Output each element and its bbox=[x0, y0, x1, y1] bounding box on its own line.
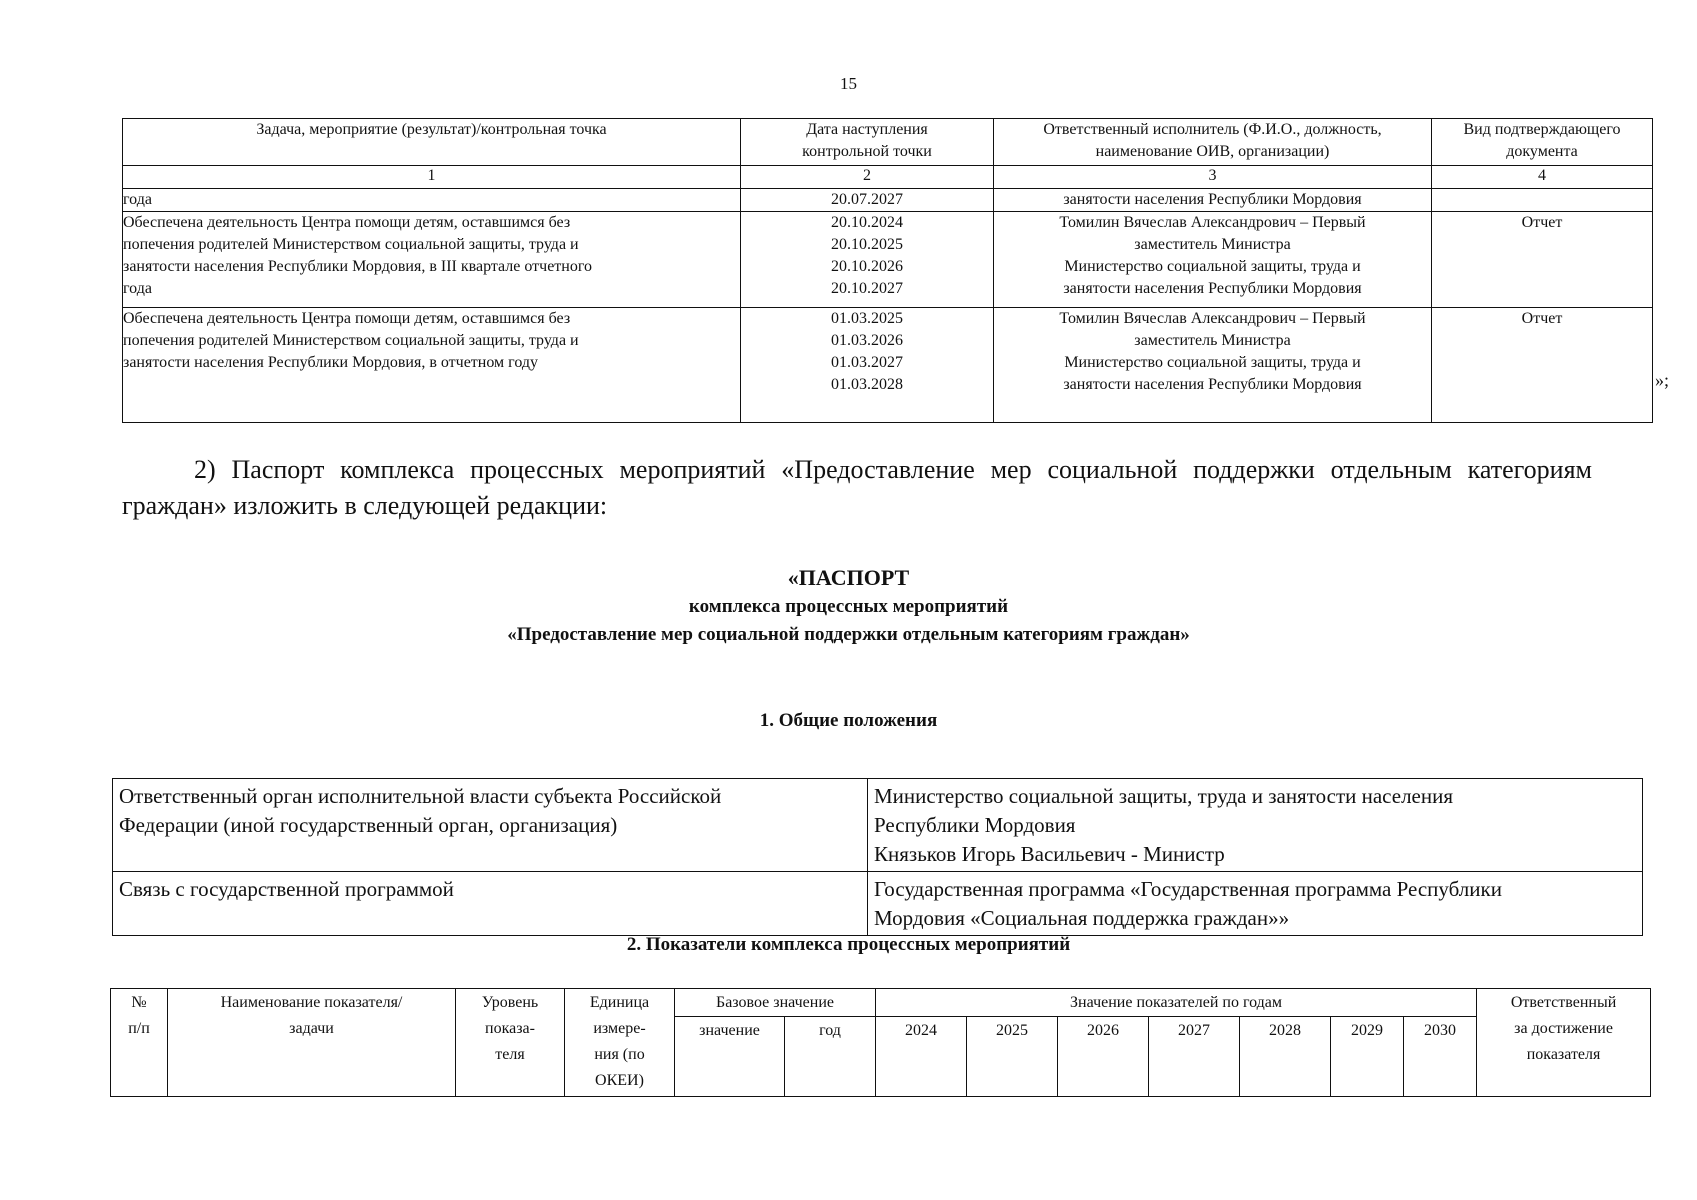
table-header-row bbox=[123, 119, 1653, 166]
table-row bbox=[123, 212, 1653, 308]
column-number-row bbox=[123, 166, 1653, 189]
section-title: 2. Показатели комплекса процессных мероприятий bbox=[626, 934, 1071, 955]
header-years: Значение показателей по годам bbox=[876, 989, 1477, 1017]
table-row bbox=[123, 308, 1653, 423]
responsible-cell: занятости населения Республики Мордовия bbox=[994, 189, 1432, 212]
section-title: 1. Общие положения bbox=[759, 710, 938, 731]
passport-name: «Предоставление мер социальной поддержки отдельным категориям граждан» bbox=[507, 624, 1190, 645]
document-cell bbox=[1432, 189, 1653, 212]
document-cell: Отчет bbox=[1432, 212, 1653, 308]
label-cell: Связь с государственной программой bbox=[113, 872, 868, 936]
header-year: 2025 bbox=[967, 1017, 1058, 1097]
column-number: 2 bbox=[741, 166, 994, 189]
header-year: 2029 bbox=[1331, 1017, 1404, 1097]
header-year: 2024 bbox=[876, 1017, 967, 1097]
amendment-paragraph: 2) Паспорт комплекса процессных мероприятий «Предоставление мер социальной поддержки отдельным категориям граждан» изложить в следующей редакции: bbox=[122, 455, 1592, 520]
document-cell: Отчет bbox=[1432, 308, 1653, 423]
header-year: 2027 bbox=[1149, 1017, 1240, 1097]
table-header-row bbox=[111, 989, 1651, 1017]
control-points-table bbox=[122, 118, 1653, 423]
general-info-table bbox=[112, 778, 1643, 936]
column-number: 3 bbox=[994, 166, 1432, 189]
column-number: 4 bbox=[1432, 166, 1653, 189]
responsible-cell: Томилин Вячеслав Александрович – Первый заместитель Министра Министерство социальной защиты, труда и занятости населения Республики Мордовия bbox=[994, 212, 1432, 308]
date-cell: 01.03.2025 01.03.2026 01.03.2027 01.03.2028 bbox=[741, 308, 994, 423]
header-number: № п/п bbox=[111, 989, 168, 1097]
task-cell: года bbox=[123, 189, 741, 212]
closing-quote-mark: »; bbox=[1655, 370, 1670, 390]
page-number: 15 bbox=[840, 74, 857, 93]
header-base-value-year: год bbox=[785, 1017, 876, 1097]
header-responsible: Ответственный исполнитель (Ф.И.О., должность, наименование ОИВ, организации) bbox=[994, 119, 1432, 166]
table-row bbox=[113, 872, 1643, 936]
header-base-value-value: значение bbox=[675, 1017, 785, 1097]
header-document: Вид подтверждающего документа bbox=[1432, 119, 1653, 166]
responsible-cell: Томилин Вячеслав Александрович – Первый заместитель Министра Министерство социальной защиты, труда и занятости населения Республики Мордовия bbox=[994, 308, 1432, 423]
task-cell: Обеспечена деятельность Центра помощи детям, оставшимся без попечения родителей Министерством социальной защиты, труда и занятости населения Республики Мордовия, в отчетном году bbox=[123, 308, 741, 423]
table-row bbox=[113, 779, 1643, 872]
passport-subtitle: комплекса процессных мероприятий bbox=[688, 596, 1009, 617]
header-indicator-name: Наименование показателя/ задачи bbox=[168, 989, 456, 1097]
value-cell: Государственная программа «Государственная программа Республики Мордовия «Социальная поддержка граждан»» bbox=[868, 872, 1643, 936]
header-year: 2026 bbox=[1058, 1017, 1149, 1097]
table-row bbox=[123, 189, 1653, 212]
header-responsible: Ответственный за достижение показателя bbox=[1477, 989, 1651, 1097]
header-unit: Единица измере- ния (по ОКЕИ) bbox=[565, 989, 675, 1097]
header-year: 2028 bbox=[1240, 1017, 1331, 1097]
passport-title: «ПАСПОРТ bbox=[787, 565, 910, 590]
date-cell: 20.10.2024 20.10.2025 20.10.2026 20.10.2027 bbox=[741, 212, 994, 308]
header-level: Уровень показа- теля bbox=[456, 989, 565, 1097]
header-base-value: Базовое значение bbox=[675, 989, 876, 1017]
header-task: Задача, мероприятие (результат)/контрольная точка bbox=[123, 119, 741, 166]
column-number: 1 bbox=[123, 166, 741, 189]
label-cell: Ответственный орган исполнительной власти субъекта Российской Федерации (иной государственный орган, организация) bbox=[113, 779, 868, 872]
value-cell: Министерство социальной защиты, труда и занятости населения Республики Мордовия Князьков Игорь Васильевич - Министр bbox=[868, 779, 1643, 872]
header-date: Дата наступления контрольной точки bbox=[741, 119, 994, 166]
indicators-table bbox=[110, 988, 1651, 1097]
date-cell: 20.07.2027 bbox=[741, 189, 994, 212]
header-year: 2030 bbox=[1404, 1017, 1477, 1097]
task-cell: Обеспечена деятельность Центра помощи детям, оставшимся без попечения родителей Министерством социальной защиты, труда и занятости населения Республики Мордовия, в III квартале отчетного года bbox=[123, 212, 741, 308]
